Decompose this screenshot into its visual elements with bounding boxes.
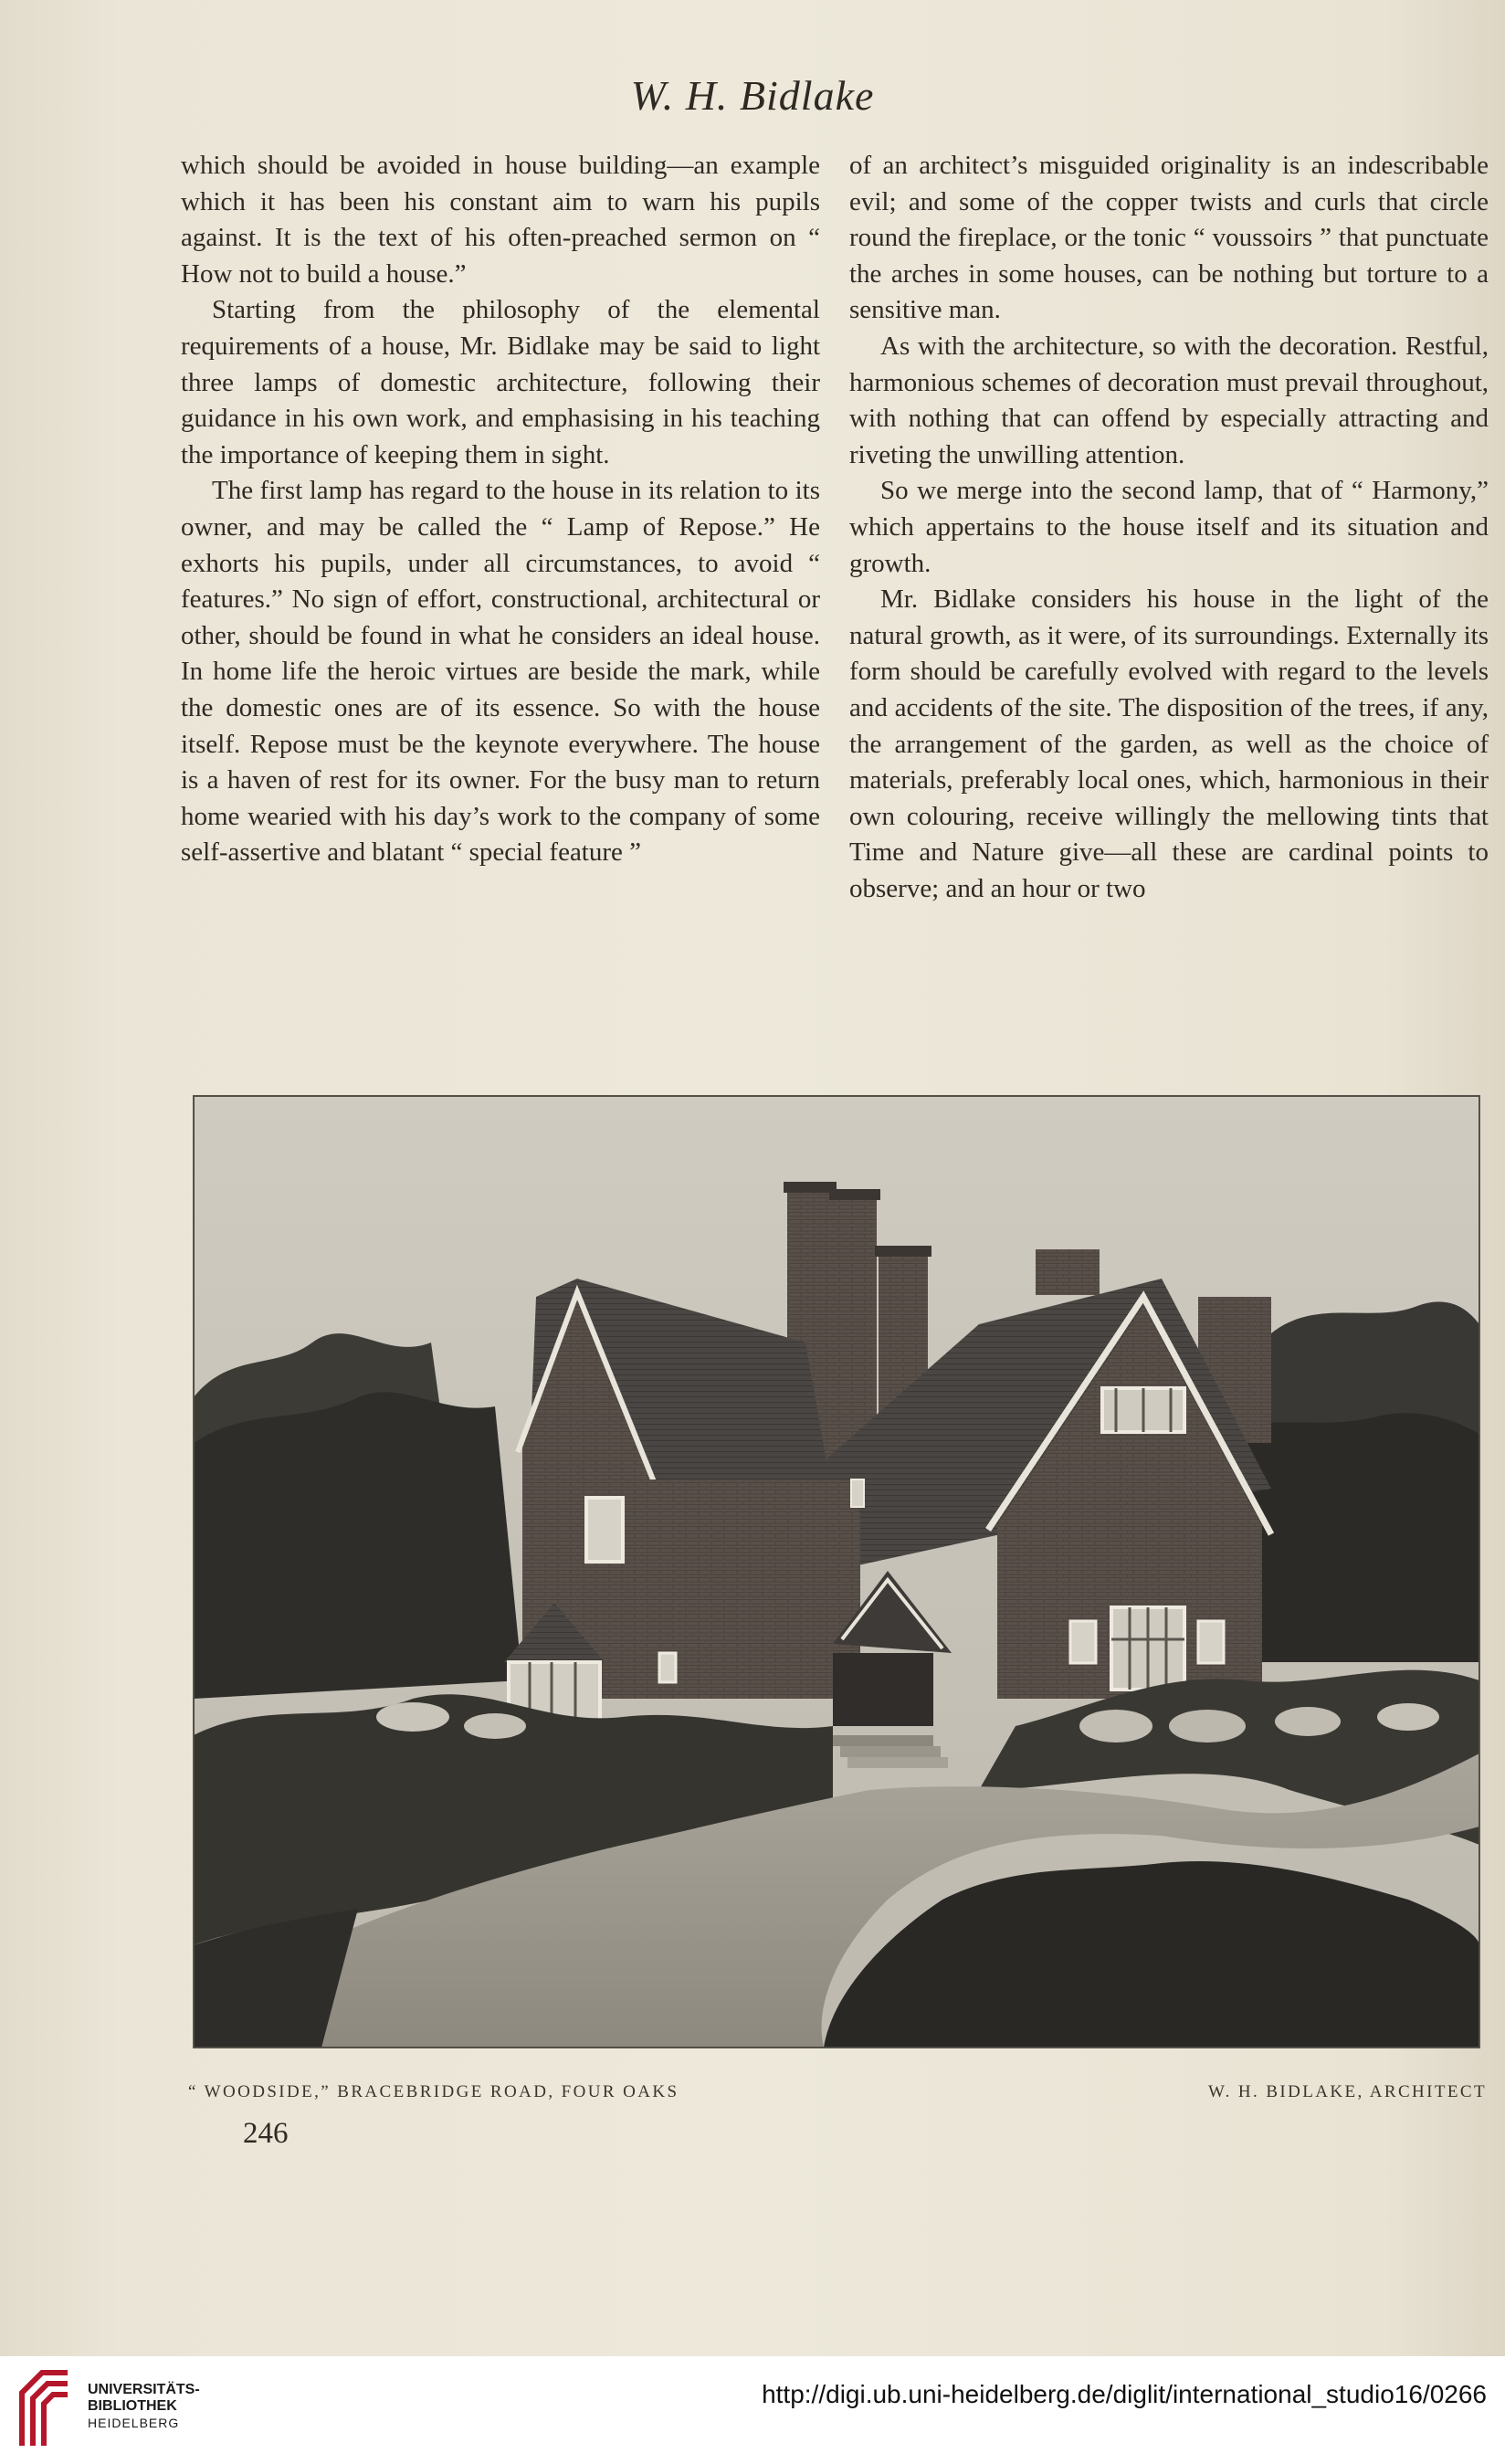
paragraph: So we merge into the second lamp, that of “ Harmony,” which appertains to the house itself and its situation and growth. — [849, 476, 1489, 578]
paragraph: As with the architecture, so with the decoration. Restful, harmonious schemes of decoration must prevail throughout, with nothing that can offend by especially attracting and riveting the unwilling attention. — [849, 331, 1489, 469]
heidelberg-library-logo-icon[interactable] — [15, 2365, 75, 2448]
paragraph: The first lamp has regard to the house in its relation to its owner, and may be called the “ Lamp of Repose.” He exhorts his pupils, under all circumstances, to avoid “ features.” No sign of effort, constructional, architectural or other, should be found in what he considers an ideal house. In home life the heroic virtues are beside the mark, while the domestic ones are of its essence. So with the house itself. Repose must be the keynote everywhere. The house is a haven of rest for its owner. For the busy man to return home wearied with his day’s work to the company of some self-assertive and blatant “ special feature ” — [181, 476, 820, 868]
footer-bar — [0, 2356, 1505, 2464]
paragraph: which should be avoided in house building—an example which it has been his constant aim to warn his pupils against. It is the text of his often-preached sermon on “ How not to build a house.” — [181, 151, 820, 289]
paragraph: of an architect’s misguided originality is an indescribable evil; and some of the copper twists and curls that circle round the fireplace, or the tonic “ voussoirs ” that punctuate the arches in some houses, can be nothing but torture to a sensitive man. — [849, 151, 1489, 325]
figure-caption-credit: W. H. BIDLAKE, ARCHITECT — [1208, 2082, 1487, 2101]
left-column — [181, 148, 820, 871]
right-column — [849, 148, 1489, 907]
library-name-line: HEIDELBERG — [88, 2416, 180, 2430]
library-name-line: UNIVERSITÄTS- — [88, 2382, 200, 2397]
paragraph: Mr. Bidlake considers his house in the light of the natural growth, as it were, of its surroundings. Externally its form should be carefully evolved with regard to the levels and accidents of the site. The disposition of the trees, if any, the arrangement of the garden, as well as the choice of materials, preferably local ones, which, harmonious in their own colouring, receive willingly the mellowing tints that Time and Nature give—all these are cardinal points to observe; and an hour or two — [849, 584, 1489, 903]
page-number: 246 — [243, 2117, 289, 2150]
source-url-link[interactable]: http://digi.ub.uni-heidelberg.de/diglit/international_studio16/0266 — [762, 2380, 1487, 2408]
figure-caption-title: “ WOODSIDE,” BRACEBRIDGE ROAD, FOUR OAKS — [188, 2082, 679, 2101]
running-head: W. H. Bidlake — [630, 72, 875, 119]
house-photograph — [194, 1096, 1479, 2048]
paragraph: Starting from the philosophy of the elemental requirements of a house, Mr. Bidlake may be said to light three lamps of domestic architecture, following their guidance in his own work, and emphasising in his teaching the importance of keeping them in sight. — [181, 295, 820, 469]
library-name — [88, 2382, 200, 2431]
library-name-line: BIBLIOTHEK — [88, 2398, 177, 2414]
